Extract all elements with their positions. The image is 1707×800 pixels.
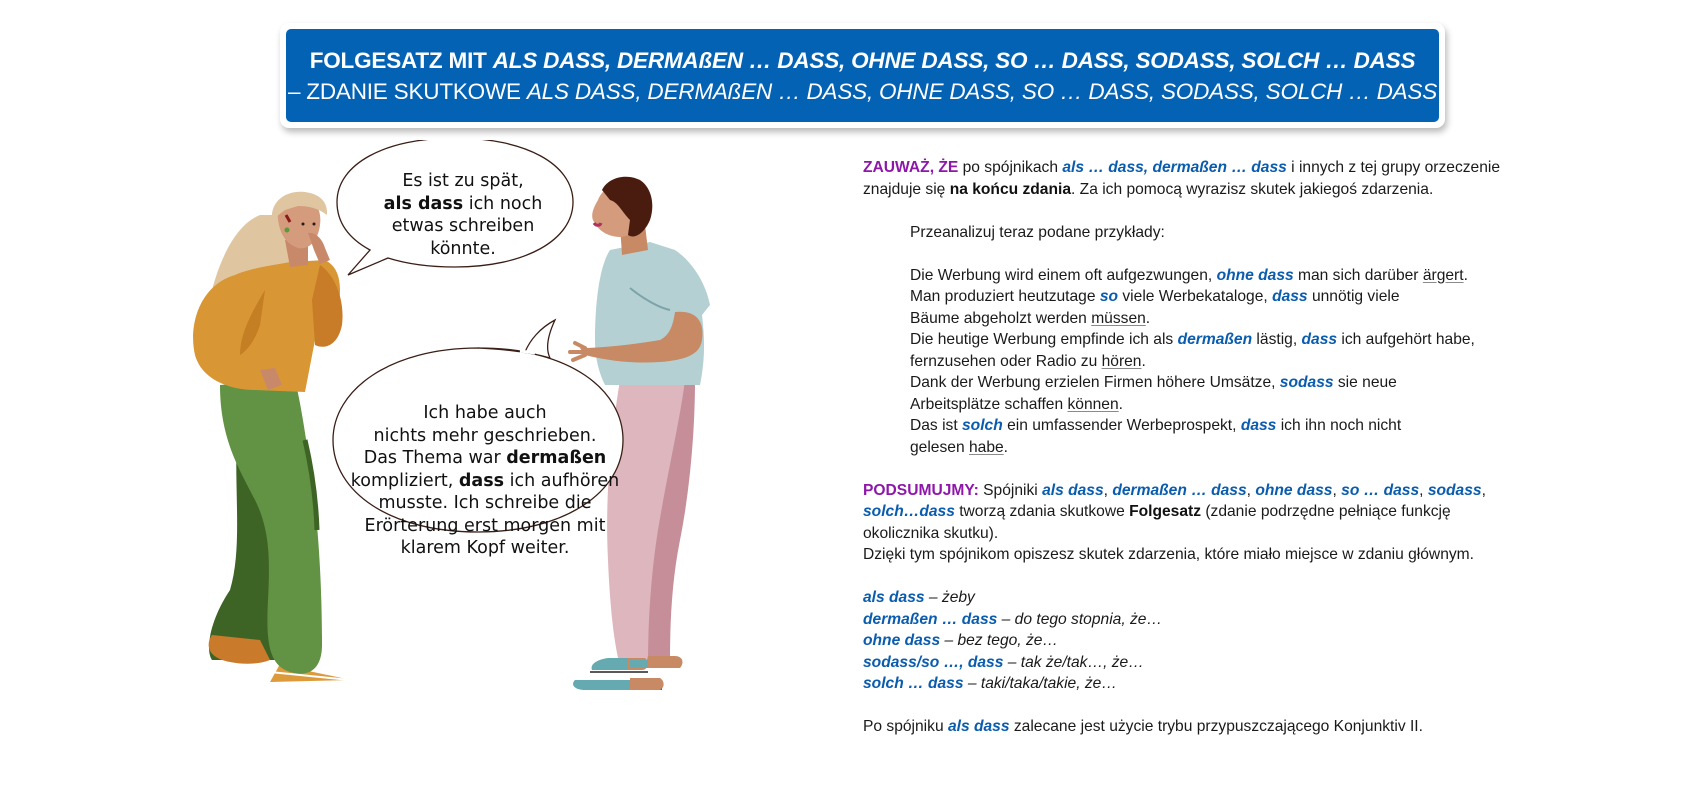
bubble2-line: nichts mehr geschrieben. bbox=[373, 425, 597, 446]
note-text: Po spójniku bbox=[863, 718, 948, 735]
bubble2-text: ich aufhören bbox=[504, 470, 620, 491]
example-text: gelesen bbox=[910, 438, 969, 456]
example-sentence-1 bbox=[910, 265, 1583, 287]
bubble2-line: klarem Kopf weiter. bbox=[400, 538, 570, 558]
title-box bbox=[286, 29, 1439, 122]
note-text: zalecane jest użycie trybu przypuszczającego Konjunktiv II. bbox=[1009, 718, 1423, 735]
note-text: i innych z tej grupy orzeczenie bbox=[1286, 159, 1501, 176]
summary-line bbox=[863, 501, 1583, 523]
glossary-item bbox=[863, 652, 1583, 674]
bubble1-line: könnte. bbox=[430, 238, 496, 259]
note-conjunctions: als … dass, dermaßen … dass bbox=[1062, 159, 1287, 176]
summary-conjunction: so … dass bbox=[1341, 481, 1420, 499]
example-text: unnötig viele bbox=[1307, 288, 1400, 305]
spacer bbox=[863, 458, 1583, 480]
title-polish-prefix: – ZDANIE SKUTKOWE bbox=[287, 78, 527, 104]
spacer bbox=[863, 200, 1583, 222]
explanation-column bbox=[863, 157, 1583, 738]
title-german-prefix: FOLGESATZ MIT bbox=[309, 47, 493, 73]
example-verb: können bbox=[1067, 395, 1119, 413]
example-text: . bbox=[1003, 438, 1009, 456]
example-conjunction: solch bbox=[962, 417, 1003, 434]
spacer bbox=[863, 566, 1583, 588]
example-verb: habe bbox=[968, 438, 1004, 456]
summary-line bbox=[863, 480, 1583, 502]
title-polish-conjunctions: ALS DASS, DERMAßEN … DASS, OHNE DASS, SO … DASS, SODASS, SOLCH … DASS bbox=[526, 78, 1438, 104]
example-verb: müssen bbox=[1091, 309, 1146, 327]
examples-section bbox=[863, 222, 1583, 459]
separator: , bbox=[1332, 481, 1342, 499]
note-heading: ZAUWAŻ, ŻE bbox=[863, 159, 959, 176]
summary-conjunction: ohne dass bbox=[1255, 481, 1333, 499]
example-text: . bbox=[1118, 395, 1123, 413]
note-text: . Za ich pomocą wyrazisz skutek jakiegoś zdarzenia. bbox=[1071, 180, 1434, 198]
examples-intro: Przeanalizuj teraz podane przykłady: bbox=[910, 223, 1165, 241]
note-line bbox=[863, 157, 1583, 179]
example-sentence-4 bbox=[910, 372, 1583, 394]
example-sentence-4-cont bbox=[910, 394, 1583, 416]
glossary-item bbox=[863, 673, 1583, 695]
note-line bbox=[863, 179, 1583, 201]
summary-text: (zdanie podrzędne pełniące funkcję bbox=[1201, 503, 1451, 520]
example-text: man sich darüber bbox=[1293, 266, 1423, 284]
glossary-term: sodass/so …, dass bbox=[863, 653, 1004, 671]
glossary-meaning: – tak że/tak…, że… bbox=[1003, 653, 1144, 671]
bubble1-conjunction: als dass bbox=[383, 193, 464, 214]
example-text: ein umfassender Werbeprospekt, bbox=[1002, 417, 1241, 434]
bubble1-line bbox=[358, 193, 568, 216]
example-text: . bbox=[1145, 309, 1151, 327]
title-banner bbox=[280, 23, 1445, 128]
separator: , bbox=[1419, 481, 1428, 499]
summary-text: tworzą zdania skutkowe bbox=[954, 503, 1130, 520]
illustration bbox=[190, 140, 810, 780]
bubble1-line-rest: ich noch bbox=[463, 193, 543, 214]
bubble2-line: Ich habe auch bbox=[423, 403, 547, 423]
note-text: znajduje się bbox=[863, 180, 950, 198]
example-sentence-5 bbox=[910, 415, 1583, 437]
separator: , bbox=[1246, 481, 1256, 499]
example-text: Die heutige Werbung empfinde ich als bbox=[910, 331, 1178, 348]
glossary-meaning: – żeby bbox=[924, 589, 975, 606]
example-conjunction: dass bbox=[1240, 417, 1277, 434]
example-conjunction: dermaßen bbox=[1177, 331, 1253, 348]
note-text: po spójnikach bbox=[958, 159, 1063, 176]
glossary-list bbox=[863, 587, 1583, 695]
note-section bbox=[863, 157, 1583, 200]
glossary-term: als dass bbox=[863, 589, 925, 606]
summary-line: Dzięki tym spójnikom opiszesz skutek zdarzenia, które miało miejsce w zdaniu głównym. bbox=[863, 546, 1474, 563]
summary-heading: PODSUMUJMY: bbox=[863, 481, 979, 499]
summary-conjunction: sodass bbox=[1427, 481, 1482, 499]
spacer bbox=[863, 695, 1583, 717]
bubble2-text: kompliziert, bbox=[350, 470, 459, 491]
note-conjunction: als dass bbox=[947, 718, 1010, 735]
summary-conjunction: dermaßen … dass bbox=[1112, 481, 1247, 499]
example-text: ich aufgehört habe, bbox=[1337, 331, 1475, 348]
example-text: lästig, bbox=[1252, 331, 1302, 348]
bubble1-line: Es ist zu spät, bbox=[402, 171, 524, 191]
example-conjunction: dass bbox=[1272, 288, 1308, 305]
note-emphasis: na końcu zdania bbox=[949, 180, 1071, 198]
summary-term: Folgesatz bbox=[1129, 503, 1202, 520]
example-text: Man produziert heutzutage bbox=[910, 288, 1100, 305]
woman-figure bbox=[193, 192, 350, 682]
example-conjunction: dass bbox=[1301, 331, 1338, 348]
bubble2-line: musste. Ich schreibe die bbox=[378, 493, 592, 513]
glossary-meaning: – taki/taka/takie, że… bbox=[963, 675, 1117, 692]
glossary-meaning: – bez tego, że… bbox=[940, 632, 1059, 649]
glossary-term: dermaßen … dass bbox=[863, 610, 998, 628]
summary-conjunction: als dass bbox=[1042, 481, 1104, 499]
example-conjunction: ohne dass bbox=[1216, 266, 1294, 284]
example-verb: hören bbox=[1101, 352, 1142, 370]
bubble1-line: etwas schreiben bbox=[391, 216, 535, 236]
summary-conjunction: solch…dass bbox=[863, 503, 955, 520]
example-verb: ärgert bbox=[1422, 266, 1464, 284]
summary-line: okolicznika skutku). bbox=[863, 524, 999, 542]
speech-bubble-2-text bbox=[330, 402, 640, 560]
example-text: Dank der Werbung erzielen Firmen höhere Umsätze, bbox=[910, 374, 1280, 391]
example-sentence-2-cont bbox=[910, 308, 1583, 330]
title-german bbox=[310, 45, 1416, 76]
example-sentence-3 bbox=[910, 329, 1583, 351]
bubble2-text: Das Thema war bbox=[363, 448, 507, 468]
example-text: sie neue bbox=[1333, 374, 1397, 391]
example-sentence-2 bbox=[910, 286, 1583, 308]
example-text: . bbox=[1141, 352, 1146, 370]
example-text: fernzusehen oder Radio zu bbox=[910, 352, 1102, 370]
glossary-term: ohne dass bbox=[863, 632, 941, 649]
bubble2-line bbox=[330, 447, 640, 470]
glossary-term: solch … dass bbox=[863, 675, 964, 692]
separator: , bbox=[1481, 481, 1486, 499]
example-text: . bbox=[1463, 266, 1468, 284]
summary-text: Spójniki bbox=[978, 481, 1043, 499]
example-sentence-5-cont bbox=[910, 437, 1583, 459]
example-text: Die Werbung wird einem oft aufgezwungen, bbox=[910, 266, 1217, 284]
example-text: Bäume abgeholzt werden bbox=[910, 309, 1092, 327]
glossary-item bbox=[863, 609, 1583, 631]
bubble2-line bbox=[330, 470, 640, 493]
glossary-item bbox=[863, 630, 1583, 652]
konjunktiv-note bbox=[863, 716, 1583, 738]
title-polish bbox=[288, 76, 1437, 107]
example-text: Das ist bbox=[910, 417, 962, 434]
glossary-meaning: – do tego stopnia, że… bbox=[997, 610, 1163, 628]
spacer bbox=[910, 243, 1583, 265]
speech-bubble-1-text bbox=[358, 170, 568, 260]
summary-section bbox=[863, 480, 1583, 566]
example-text: ich ihn noch nicht bbox=[1276, 417, 1402, 434]
example-text: viele Werbekataloge, bbox=[1118, 288, 1273, 305]
example-conjunction: so bbox=[1099, 288, 1119, 305]
separator: , bbox=[1103, 481, 1113, 499]
title-german-conjunctions: ALS DASS, DERMAßEN … DASS, OHNE DASS, SO … DASS, SODASS, SOLCH … DASS bbox=[492, 47, 1416, 73]
bubble2-conjunction: dermaßen bbox=[506, 448, 607, 468]
example-conjunction: sodass bbox=[1279, 374, 1334, 391]
example-text: Arbeitsplätze schaffen bbox=[910, 395, 1068, 413]
bubble2-line: Erörterung erst morgen mit bbox=[364, 515, 606, 536]
bubble2-conjunction: dass bbox=[458, 470, 505, 491]
example-sentence-3-cont bbox=[910, 351, 1583, 373]
glossary-item bbox=[863, 587, 1583, 609]
